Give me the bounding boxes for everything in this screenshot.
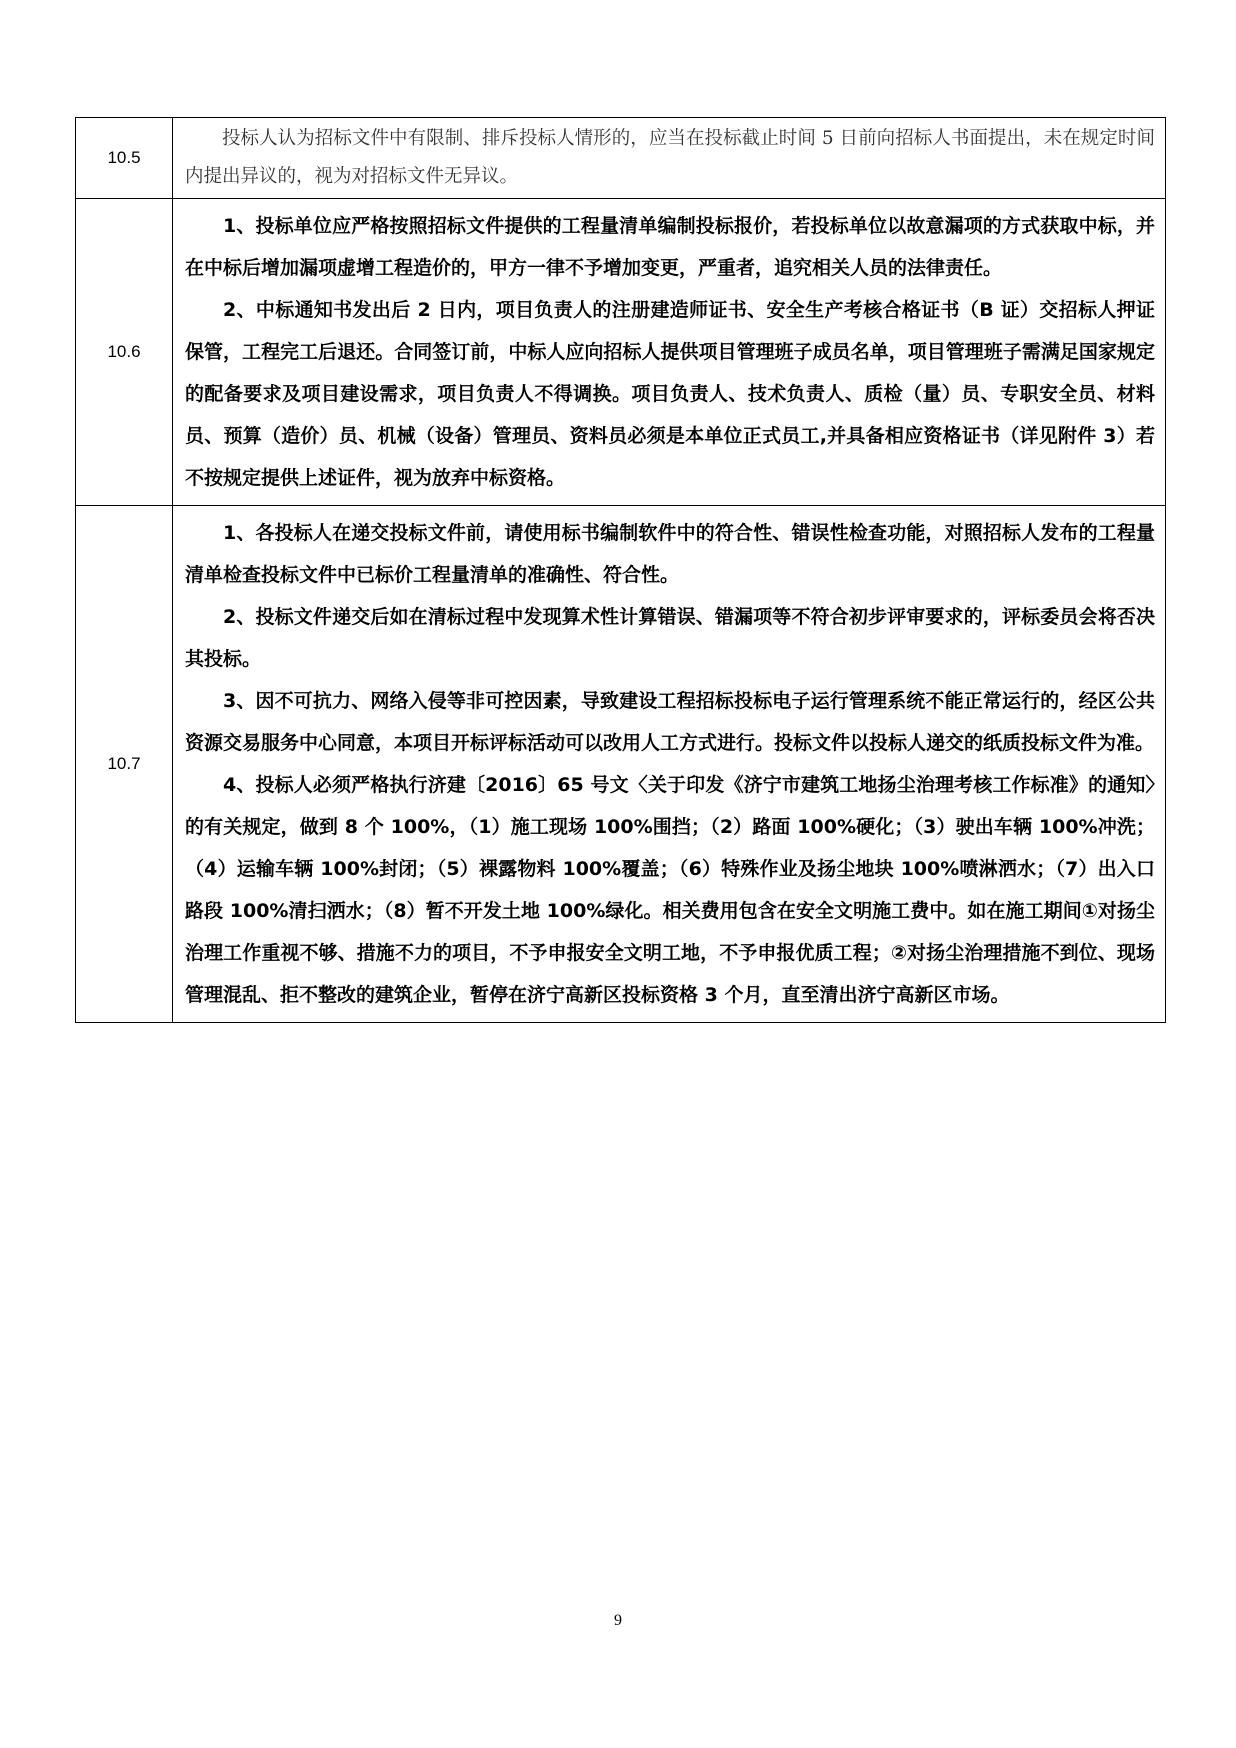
clause-paragraph: 4、投标人必须严格执行济建〔2016〕65 号文〈关于印发《济宁市建筑工地扬尘治理考核工作标准》的通知〉的有关规定，做到 8 个 100%，（1）施工现场 100%围挡；（2）路面 100%硬化；（3）驶出车辆 100%冲洗；（4）运输车辆 100%封闭；（5）裸露物料 100%覆盖；（6）特殊作业及扬尘地块 100%喷淋洒水；（7）出入口路段 100%清扫洒水；（8）暂不开发土地 100%绿化。相关费用包含在安全文明施工费中。如在施工期间①对扬尘治理工作重视不够、措施不力的项目，不予申报安全文明工地，不予申报优质工程；②对扬尘治理措施不到位、现场管理混乱、拒不整改的建筑企业，暂停在济宁高新区投标资格 3 个月，直至清出济宁高新区市场。 bbox=[185, 774, 1155, 1006]
clause-paragraph: 2、中标通知书发出后 2 日内，项目负责人的注册建造师证书、安全生产考核合格证书（B 证）交招标人押证保管，工程完工后退还。合同签订前，中标人应向招标人提供项目管理班子成员名单，项目管理班子需满足国家规定的配备要求及项目建设需求，项目负责人不得调换。项目负责人、技术负责人、质检（量）员、专职安全员、材料员、预算（造价）员、机械（设备）管理员、资料员必须是本单位正式员工,并具备相应资格证书（详见附件 3）若不按规定提供上述证件，视为放弃中标资格。 bbox=[185, 299, 1155, 489]
clause-paragraph: 3、因不可抗力、网络入侵等非可控因素，导致建设工程招标投标电子运行管理系统不能正常运行的，经区公共资源交易服务中心同意，本项目开标评标活动可以改用人工方式进行。投标文件以投标人递交的纸质投标文件为准。 bbox=[185, 690, 1155, 754]
clause-number: 10.6 bbox=[76, 199, 173, 506]
clause-paragraph: 1、各投标人在递交投标文件前，请使用标书编制软件中的符合性、错误性检查功能，对照招标人发布的工程量清单检查投标文件中已标价工程量清单的准确性、符合性。 bbox=[185, 522, 1155, 586]
clause-paragraph: 1、投标单位应严格按照招标文件提供的工程量清单编制投标报价，若投标单位以故意漏项的方式获取中标，并在中标后增加漏项虚增工程造价的，甲方一律不予增加变更，严重者，追究相关人员的法律责任。 bbox=[185, 215, 1155, 279]
clause-text bbox=[173, 118, 1166, 199]
clause-text bbox=[173, 506, 1166, 1023]
clause-text bbox=[173, 199, 1166, 506]
clause-paragraph: 2、投标文件递交后如在清标过程中发现算术性计算错误、错漏项等不符合初步评审要求的，评标委员会将否决其投标。 bbox=[185, 606, 1155, 670]
clause-number: 10.5 bbox=[76, 118, 173, 199]
table-row bbox=[76, 199, 1166, 506]
table-row bbox=[76, 118, 1166, 199]
clause-paragraph: 投标人认为招标文件中有限制、排斥投标人情形的，应当在投标截止时间 5 日前向招标人书面提出，未在规定时间内提出异议的，视为对招标文件无异议。 bbox=[185, 128, 1155, 187]
table-row bbox=[76, 506, 1166, 1023]
clauses-table bbox=[75, 117, 1166, 1023]
clause-number: 10.7 bbox=[76, 506, 173, 1023]
page-number: 9 bbox=[614, 1612, 622, 1629]
